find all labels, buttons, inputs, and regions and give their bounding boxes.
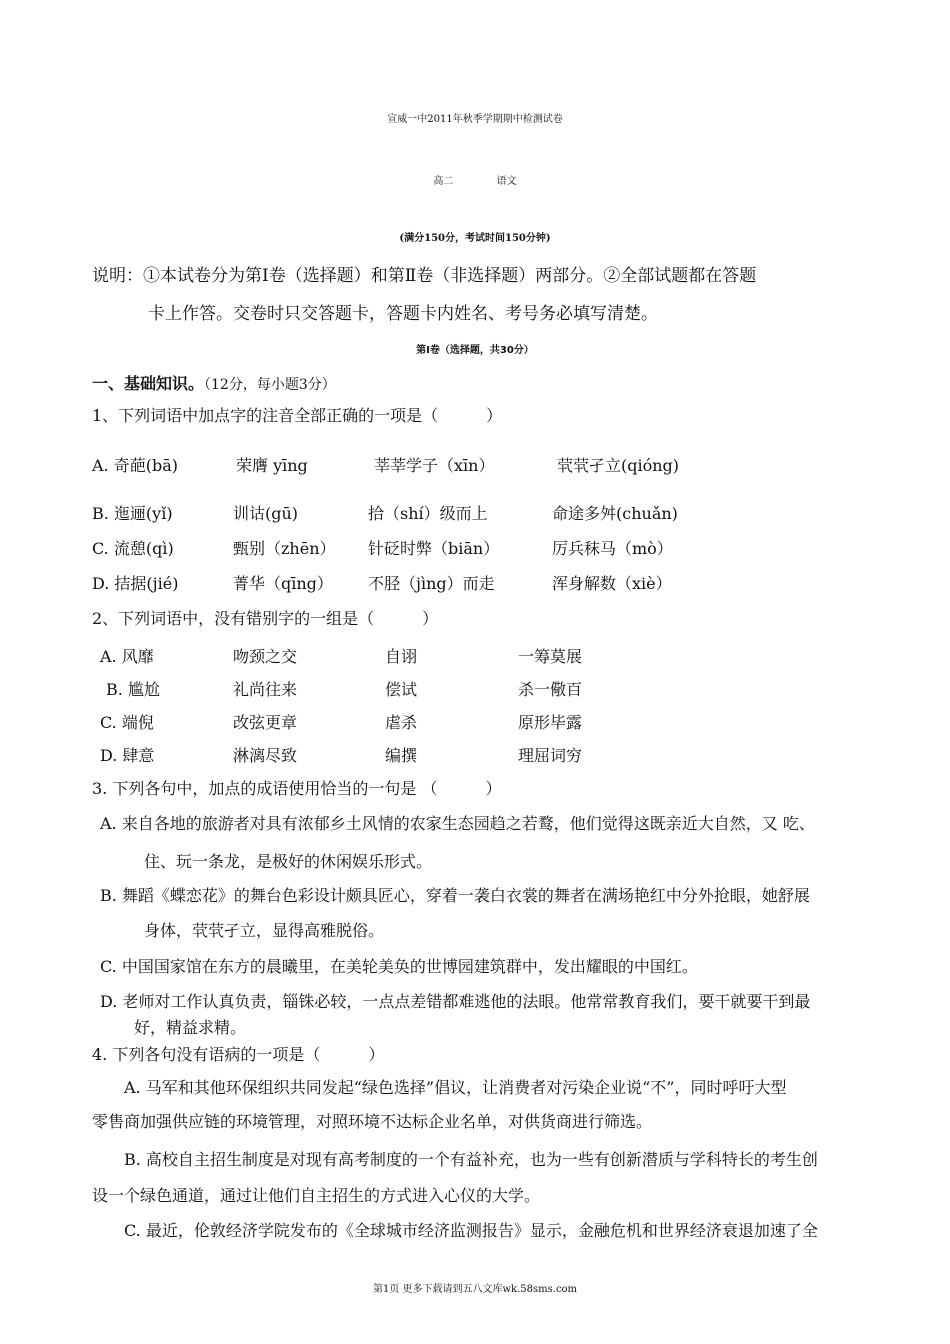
q1-a-1: A. 奇葩(bā) — [92, 456, 178, 475]
q3-stem: 3. 下列各句中，加点的成语使用恰当的一句是 （ ） — [92, 779, 502, 798]
q2-b-1: B. 尴尬 — [106, 680, 160, 699]
q1-c-2: 甄别（zhēn） — [233, 539, 336, 558]
q1-d-2: 菁华（qīng） — [233, 574, 333, 593]
q2-c-4: 原形毕露 — [518, 713, 583, 732]
q1-b-2: 训诂(gū) — [233, 504, 299, 523]
q1-d-3: 不胫（jìng）而走 — [368, 574, 495, 593]
q2-b-4: 杀一儆百 — [518, 680, 583, 699]
q1-a-2: 荣膺 yīng — [236, 456, 308, 475]
q2-d-4: 理屈词穷 — [518, 746, 583, 765]
q1-b-3: 拾（shí）级而上 — [368, 504, 488, 523]
q2-stem: 2、下列词语中，没有错别字的一组是（ ） — [92, 609, 439, 628]
part1-heading: 第Ⅰ卷（选择题，共30分） — [416, 345, 534, 356]
q1-b-1: B. 迤逦(yǐ) — [92, 504, 173, 523]
q4-option-c-line-1: C. 最近，伦敦经济学院发布的《全球城市经济监测报告》显示，金融危机和世界经济衰退加速了全 — [124, 1221, 818, 1240]
q1-a-3: 莘莘学子（xīn） — [374, 456, 495, 475]
section1-note: （12分，每小题3分） — [204, 377, 336, 393]
q2-c-1: C. 端倪 — [100, 713, 154, 732]
exam-title: 宣威一中2011年秋季学期期中检测试卷 — [387, 114, 563, 125]
q2-a-1: A. 风靡 — [100, 647, 154, 666]
section1-heading — [92, 374, 336, 395]
subject-label: 语文 — [496, 176, 517, 187]
q1-a-4: 茕茕孑立(qióng) — [557, 456, 680, 475]
q3-option-d-line-1: D. 老师对工作认真负责，锱铢必较，一点点差错都难逃他的法眼。他常常教育我们，要干就要干到最 — [100, 992, 811, 1011]
q3-option-b-line-1: B. 舞蹈《蝶恋花》的舞台色彩设计颇具匠心，穿着一袭白衣裳的舞者在满场艳红中分外抢眼，她舒展 — [100, 886, 810, 905]
q2-a-4: 一筹莫展 — [518, 647, 583, 666]
q1-c-1: C. 流憩(qì) — [92, 539, 174, 558]
q3-option-a-line-2: 住、玩一条龙，是极好的休闲娱乐形式。 — [144, 852, 433, 871]
q1-b-4: 命途多舛(chuǎn) — [552, 504, 678, 523]
q2-a-3: 自诩 — [385, 647, 418, 666]
q2-a-2: 吻颈之交 — [233, 647, 298, 666]
q2-c-2: 改弦更章 — [233, 713, 298, 732]
q3-option-d-line-2: 好，精益求精。 — [134, 1018, 247, 1037]
q3-option-c: C. 中国国家馆在东方的晨曦里，在美轮美奂的世博园建筑群中，发出耀眼的中国红。 — [100, 957, 698, 976]
grade-label: 高二 — [433, 176, 454, 187]
q3-option-b-line-2: 身体，茕茕孑立，显得高雅脱俗。 — [144, 921, 385, 940]
page-footer: 第1页 更多下载请到五八文库wk.58sms.com — [372, 1284, 578, 1295]
instructions-line-2: 卡上作答。交卷时只交答题卡，答题卡内姓名、考号务必填写清楚。 — [148, 304, 658, 324]
q2-d-1: D. 肆意 — [100, 746, 155, 765]
q2-b-2: 礼尚往来 — [233, 680, 298, 699]
q2-b-3: 偿试 — [385, 680, 418, 699]
q4-option-a-line-2: 零售商加强供应链的环境管理，对照环境不达标企业名单，对供货商进行筛选。 — [92, 1112, 653, 1131]
exam-subtitle — [0, 172, 950, 187]
q2-c-3: 虐杀 — [385, 713, 418, 732]
q2-d-3: 编撰 — [385, 746, 418, 765]
score-note: (满分150分，考试时间150分钟) — [399, 233, 551, 244]
q3-option-a-line-1: A. 来自各地的旅游者对具有浓郁乡土风情的农家生态园趋之若鹜，他们觉得这既亲近大自然，又 吃、 — [100, 814, 815, 833]
q1-stem: 1、下列词语中加点字的注音全部正确的一项是（ ） — [92, 406, 503, 425]
q4-option-b-line-2: 设一个绿色通道，通过让他们自主招生的方式进入心仪的大学。 — [92, 1186, 541, 1205]
q1-d-4: 浑身解数（xiè） — [552, 574, 672, 593]
q1-c-4: 厉兵秣马（mò） — [552, 539, 673, 558]
q4-option-a-line-1: A. 马军和其他环保组织共同发起“绿色选择”倡议，让消费者对污染企业说“不”，同时呼吁大型 — [124, 1078, 787, 1097]
q1-d-1: D. 拮据(jié) — [92, 574, 179, 593]
q1-c-3: 针砭时弊（biān） — [368, 539, 500, 558]
q4-stem: 4. 下列各句没有语病的一项是（ ） — [92, 1045, 385, 1064]
instructions-line-1: 说明：①本试卷分为第Ⅰ卷（选择题）和第Ⅱ卷（非选择题）两部分。②全部试题都在答题 — [92, 266, 757, 286]
section1-title: 一、基础知识。 — [92, 374, 205, 393]
q4-option-b-line-1: B. 高校自主招生制度是对现有高考制度的一个有益补充，也为一些有创新潜质与学科特长的考生创 — [124, 1150, 818, 1169]
q2-d-2: 淋漓尽致 — [233, 746, 298, 765]
